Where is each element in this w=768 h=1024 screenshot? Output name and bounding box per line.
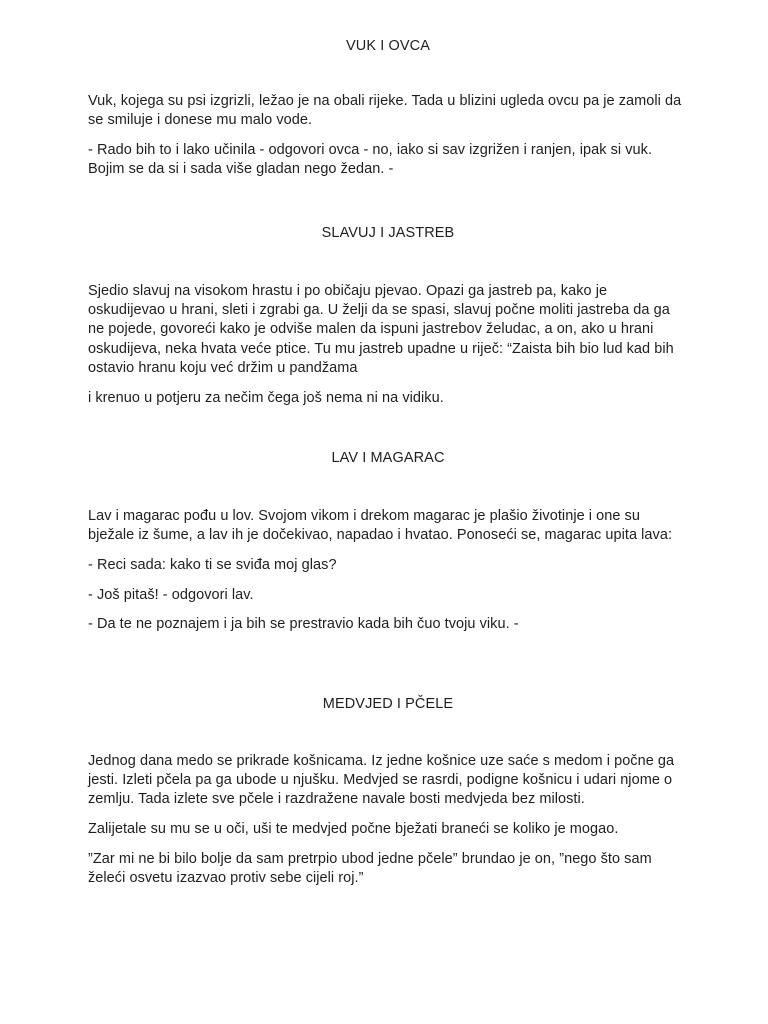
paragraph: Zalijetale su mu se u oči, uši te medvjed počne bježati braneći se koliko je mogao. <box>88 821 619 838</box>
paragraph: i krenuo u potjeru za nečim čega još nema ni na vidiku. <box>88 389 444 406</box>
fable-title: LAV I MAGARAC <box>331 450 445 466</box>
paragraph: ”Zar mi ne bi bilo bolje da sam pretrpio ubod jedne pčele” brundao je on, ”nego što sam želeći osvetu izazvao protiv sebe cijeli roj.” <box>88 850 652 887</box>
fable-vuk-i-ovca <box>88 37 688 190</box>
fable-title: VUK I OVCA <box>346 38 430 54</box>
paragraph: - Reci sada: kako ti se sviđa moj glas? <box>88 556 337 573</box>
paragraph: - Da te ne poznajem i ja bih se prestravio kada bih čuo tvoju viku. - <box>88 616 519 633</box>
paragraph: Jednog dana medo se prikrade košnicama. Iz jedne košnice uze saće s medom i počne ga jesti. Izleti pčela pa ga ubode u njušku. Medvjed se rasrdi, podigne košnicu i udari njome o zemlju. Tada izlete sve pčele i razdražene navale bosti medvjeda bez milosti. <box>88 753 675 808</box>
fable-medvjed-i-pcele <box>88 695 688 899</box>
fable-body <box>88 507 688 635</box>
paragraph: Lav i magarac pođu u lov. Svojom vikom i drekom magarac je plašio životinje i one su bježale iz šume, a lav ih je dočekivao, napadao i hvatao. Ponoseći se, magarac upita lava: <box>88 508 673 544</box>
fable-title: MEDVJED I PČELE <box>322 696 454 712</box>
paragraph: - Još pitaš! - odgovori lav. <box>88 586 254 603</box>
fable-body <box>88 282 688 408</box>
fable-body <box>88 92 688 179</box>
paragraph: - Rado bih to i lako učinila - odgovori ovca - no, iako si sav izgrižen i ranjen, ipak si vuk. Bojim se da si i sada više gladan nego žedan. - <box>88 141 653 178</box>
paragraph: Vuk, kojega su psi izgrizli, ležao je na obali rijeke. Tada u blizini ugleda ovcu pa je zamoli da se smiluje i donese mu malo vode. <box>88 93 682 129</box>
fable-title: SLAVUJ I JASTREB <box>321 225 455 241</box>
fable-body <box>88 752 688 888</box>
fable-slavuj-i-jastreb <box>88 224 688 418</box>
fable-lav-i-magarac <box>88 449 688 645</box>
paragraph: Sjedio slavuj na visokom hrastu i po običaju pjevao. Opazi ga jastreb pa, kako je oskudijevao u hrani, sleti i zgrabi ga. U želji da se spasi, slavuj počne moliti jastreba da ga ne pojede, govoreći kako je odviše malen da ispuni jastrebov želudac, a on, ako u hrani oskudijeva, neka hvata veće ptice. Tu mu jastreb upadne u riječ: “Zaista bih bio lud kad bih ostavio hranu koju već držim u pandžama <box>88 283 674 376</box>
